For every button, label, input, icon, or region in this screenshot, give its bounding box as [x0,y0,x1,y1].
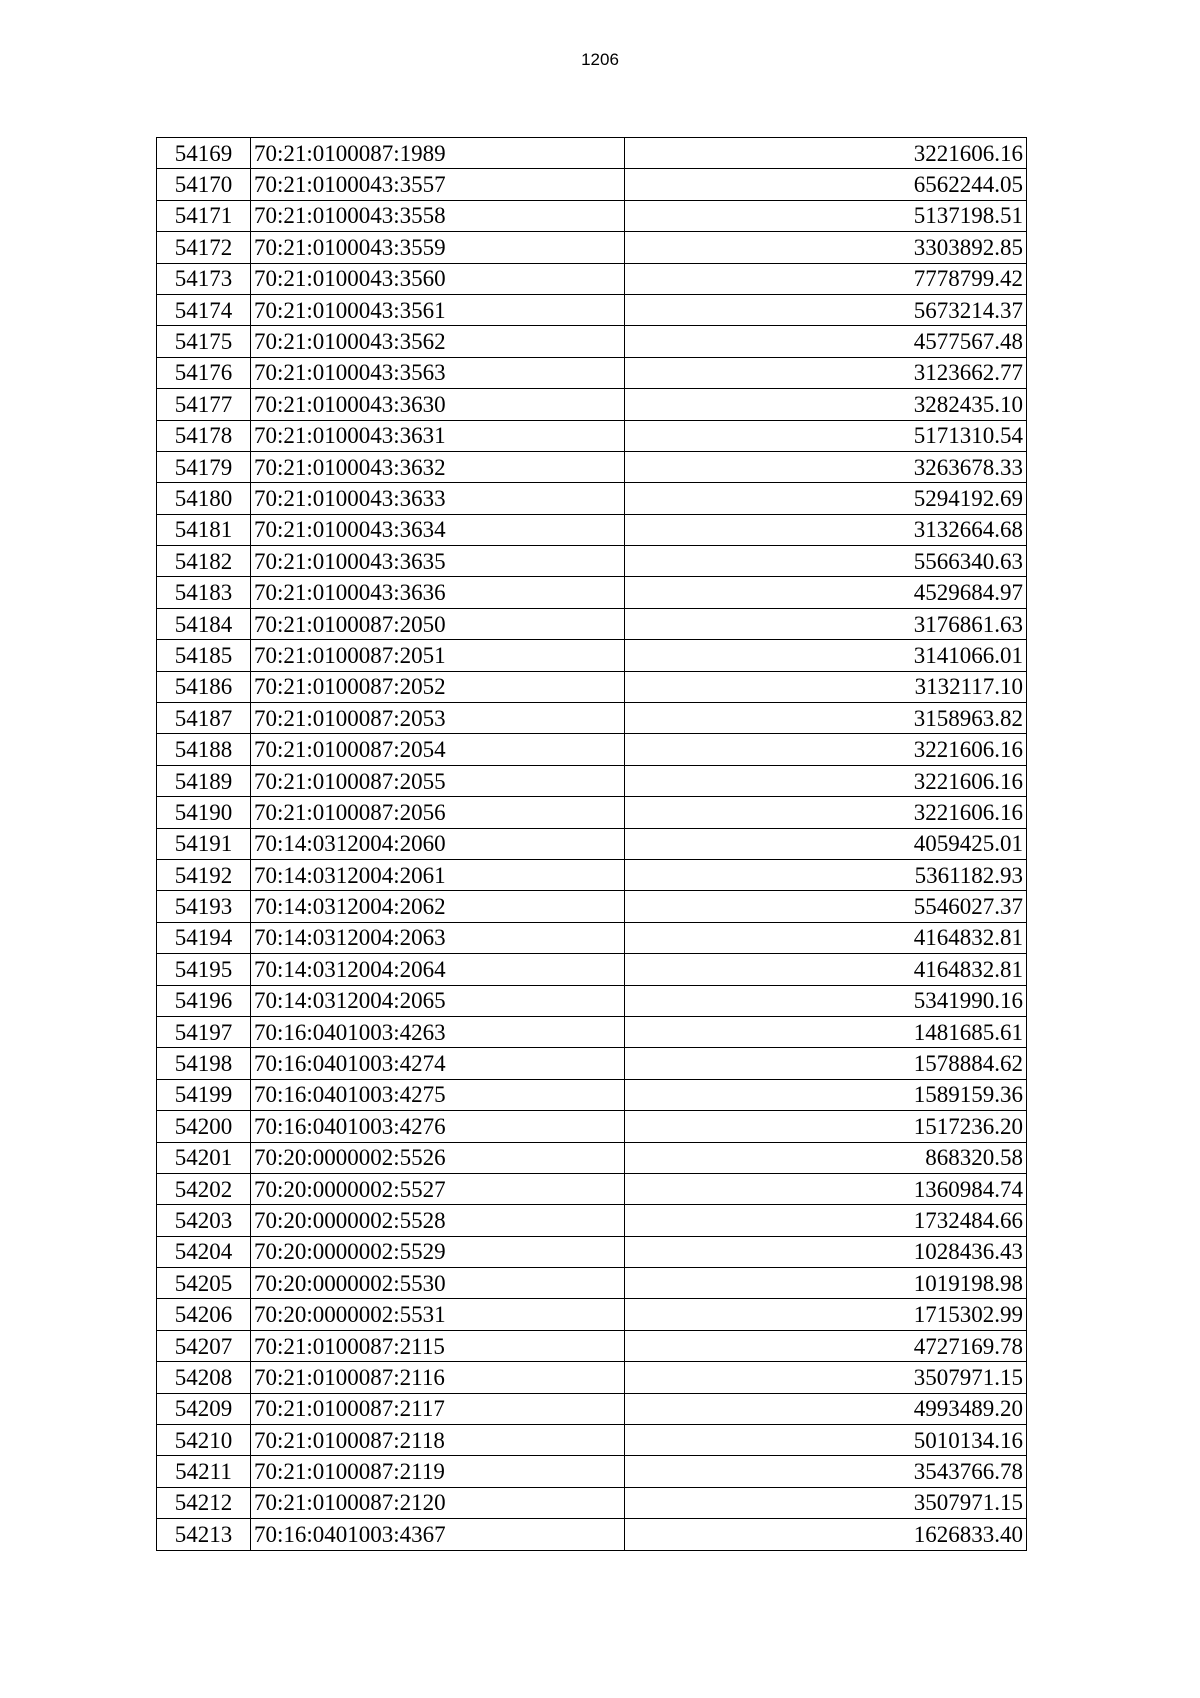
value-cell: 868320.58 [625,1142,1027,1173]
value-cell: 3507971.15 [625,1362,1027,1393]
value-cell: 1732484.66 [625,1205,1027,1236]
row-number-cell: 54208 [157,1362,251,1393]
cadastral-number-cell: 70:20:0000002:5527 [251,1173,625,1204]
page-number: 1206 [581,50,619,69]
value-cell: 1626833.40 [625,1519,1027,1550]
value-cell: 4164832.81 [625,922,1027,953]
value-cell: 1578884.62 [625,1048,1027,1079]
row-number-cell: 54198 [157,1048,251,1079]
row-number-cell: 54196 [157,985,251,1016]
table-row [157,389,1027,420]
cadastral-number-cell: 70:21:0100043:3636 [251,577,625,608]
cadastral-number-cell: 70:21:0100043:3630 [251,389,625,420]
table-row [157,640,1027,671]
row-number-cell: 54175 [157,326,251,357]
value-cell: 5294192.69 [625,483,1027,514]
row-number-cell: 54171 [157,200,251,231]
table-row [157,138,1027,169]
value-cell: 1715302.99 [625,1299,1027,1330]
row-number-cell: 54195 [157,954,251,985]
value-cell: 1589159.36 [625,1079,1027,1110]
table-row [157,797,1027,828]
cadastral-number-cell: 70:14:0312004:2062 [251,891,625,922]
cadastral-number-cell: 70:16:0401003:4274 [251,1048,625,1079]
table-row [157,1173,1027,1204]
cadastral-number-cell: 70:21:0100043:3634 [251,514,625,545]
table-body [157,138,1027,1551]
table-row [157,1111,1027,1142]
cadastral-number-cell: 70:16:0401003:4367 [251,1519,625,1550]
table-row [157,263,1027,294]
cadastral-number-cell: 70:21:0100087:2051 [251,640,625,671]
row-number-cell: 54176 [157,357,251,388]
row-number-cell: 54177 [157,389,251,420]
row-number-cell: 54213 [157,1519,251,1550]
cadastral-number-cell: 70:16:0401003:4263 [251,1016,625,1047]
table-row [157,514,1027,545]
value-cell: 5171310.54 [625,420,1027,451]
table-row [157,326,1027,357]
value-cell: 5137198.51 [625,200,1027,231]
cadastral-number-cell: 70:20:0000002:5528 [251,1205,625,1236]
value-cell: 3176861.63 [625,608,1027,639]
table-row [157,1236,1027,1267]
cadastral-number-cell: 70:21:0100087:2055 [251,765,625,796]
cadastral-number-cell: 70:21:0100087:1989 [251,138,625,169]
cadastral-number-cell: 70:21:0100043:3562 [251,326,625,357]
row-number-cell: 54180 [157,483,251,514]
cadastral-number-cell: 70:16:0401003:4275 [251,1079,625,1110]
row-number-cell: 54183 [157,577,251,608]
table-row [157,483,1027,514]
cadastral-number-cell: 70:14:0312004:2064 [251,954,625,985]
cadastral-number-cell: 70:20:0000002:5530 [251,1268,625,1299]
table-row [157,734,1027,765]
value-cell: 7778799.42 [625,263,1027,294]
table-row [157,1299,1027,1330]
row-number-cell: 54193 [157,891,251,922]
table-row [157,420,1027,451]
row-number-cell: 54209 [157,1393,251,1424]
value-cell: 3123662.77 [625,357,1027,388]
value-cell: 3263678.33 [625,451,1027,482]
table-row [157,1048,1027,1079]
value-cell: 5566340.63 [625,546,1027,577]
row-number-cell: 54194 [157,922,251,953]
table-row [157,1393,1027,1424]
table-row [157,169,1027,200]
table-row [157,1330,1027,1361]
row-number-cell: 54207 [157,1330,251,1361]
row-number-cell: 54173 [157,263,251,294]
row-number-cell: 54191 [157,828,251,859]
value-cell: 3158963.82 [625,703,1027,734]
cadastral-number-cell: 70:20:0000002:5526 [251,1142,625,1173]
row-number-cell: 54204 [157,1236,251,1267]
table-row [157,1425,1027,1456]
cadastral-number-cell: 70:14:0312004:2063 [251,922,625,953]
cadastral-number-cell: 70:21:0100087:2054 [251,734,625,765]
value-cell: 3507971.15 [625,1487,1027,1518]
row-number-cell: 54187 [157,703,251,734]
value-cell: 1028436.43 [625,1236,1027,1267]
cadastral-number-cell: 70:20:0000002:5531 [251,1299,625,1330]
table-row [157,1268,1027,1299]
row-number-cell: 54179 [157,451,251,482]
table-row [157,859,1027,890]
cadastral-number-cell: 70:21:0100087:2052 [251,671,625,702]
table-row [157,294,1027,325]
cadastral-number-cell: 70:14:0312004:2065 [251,985,625,1016]
cadastral-number-cell: 70:21:0100043:3563 [251,357,625,388]
value-cell: 3132664.68 [625,514,1027,545]
row-number-cell: 54188 [157,734,251,765]
table-row [157,1487,1027,1518]
table-row [157,891,1027,922]
row-number-cell: 54190 [157,797,251,828]
table-row [157,200,1027,231]
table-row [157,232,1027,263]
cadastral-number-cell: 70:21:0100043:3557 [251,169,625,200]
value-cell: 4577567.48 [625,326,1027,357]
table-row [157,1519,1027,1550]
table-row [157,703,1027,734]
value-cell: 5341990.16 [625,985,1027,1016]
cadastral-number-cell: 70:21:0100043:3635 [251,546,625,577]
cadastral-number-cell: 70:20:0000002:5529 [251,1236,625,1267]
cadastral-number-cell: 70:14:0312004:2061 [251,859,625,890]
row-number-cell: 54197 [157,1016,251,1047]
cadastral-number-cell: 70:21:0100087:2115 [251,1330,625,1361]
cadastral-number-cell: 70:21:0100043:3559 [251,232,625,263]
table-row [157,671,1027,702]
cadastral-number-cell: 70:21:0100043:3560 [251,263,625,294]
value-cell: 5546027.37 [625,891,1027,922]
row-number-cell: 54199 [157,1079,251,1110]
cadastral-number-cell: 70:14:0312004:2060 [251,828,625,859]
value-cell: 3221606.16 [625,765,1027,796]
value-cell: 3221606.16 [625,734,1027,765]
table-row [157,357,1027,388]
cadastral-number-cell: 70:21:0100087:2050 [251,608,625,639]
value-cell: 4993489.20 [625,1393,1027,1424]
table-row [157,1142,1027,1173]
value-cell: 4727169.78 [625,1330,1027,1361]
cadastral-number-cell: 70:21:0100087:2117 [251,1393,625,1424]
value-cell: 5010134.16 [625,1425,1027,1456]
cadastral-number-cell: 70:21:0100043:3631 [251,420,625,451]
row-number-cell: 54210 [157,1425,251,1456]
row-number-cell: 54212 [157,1487,251,1518]
table-row [157,765,1027,796]
row-number-cell: 54201 [157,1142,251,1173]
row-number-cell: 54192 [157,859,251,890]
value-cell: 3282435.10 [625,389,1027,420]
value-cell: 4529684.97 [625,577,1027,608]
row-number-cell: 54185 [157,640,251,671]
table-row [157,1205,1027,1236]
value-cell: 3141066.01 [625,640,1027,671]
row-number-cell: 54189 [157,765,251,796]
table-row [157,1362,1027,1393]
row-number-cell: 54206 [157,1299,251,1330]
value-cell: 4059425.01 [625,828,1027,859]
cadastral-number-cell: 70:21:0100043:3561 [251,294,625,325]
value-cell: 3543766.78 [625,1456,1027,1487]
value-cell: 4164832.81 [625,954,1027,985]
value-cell: 6562244.05 [625,169,1027,200]
cadastral-number-cell: 70:21:0100087:2053 [251,703,625,734]
table-row [157,577,1027,608]
cadastral-number-cell: 70:21:0100043:3633 [251,483,625,514]
table-row [157,1079,1027,1110]
cadastral-number-cell: 70:21:0100087:2120 [251,1487,625,1518]
table-row [157,608,1027,639]
value-cell: 3303892.85 [625,232,1027,263]
table-row [157,954,1027,985]
cadastral-number-cell: 70:21:0100087:2116 [251,1362,625,1393]
table-row [157,546,1027,577]
cadastral-number-cell: 70:21:0100087:2119 [251,1456,625,1487]
cadastral-number-cell: 70:21:0100043:3558 [251,200,625,231]
row-number-cell: 54200 [157,1111,251,1142]
row-number-cell: 54170 [157,169,251,200]
row-number-cell: 54181 [157,514,251,545]
value-cell: 5361182.93 [625,859,1027,890]
row-number-cell: 54182 [157,546,251,577]
table-row [157,985,1027,1016]
cadastral-number-cell: 70:21:0100087:2118 [251,1425,625,1456]
value-cell: 1481685.61 [625,1016,1027,1047]
row-number-cell: 54184 [157,608,251,639]
row-number-cell: 54202 [157,1173,251,1204]
row-number-cell: 54169 [157,138,251,169]
table-row [157,1016,1027,1047]
value-cell: 1360984.74 [625,1173,1027,1204]
value-cell: 3221606.16 [625,797,1027,828]
table-row [157,828,1027,859]
row-number-cell: 54174 [157,294,251,325]
cadastral-number-cell: 70:16:0401003:4276 [251,1111,625,1142]
row-number-cell: 54178 [157,420,251,451]
value-cell: 1019198.98 [625,1268,1027,1299]
row-number-cell: 54203 [157,1205,251,1236]
cadastral-number-cell: 70:21:0100087:2056 [251,797,625,828]
data-table [156,137,1027,1551]
table-row [157,922,1027,953]
row-number-cell: 54172 [157,232,251,263]
cadastral-number-cell: 70:21:0100043:3632 [251,451,625,482]
value-cell: 5673214.37 [625,294,1027,325]
value-cell: 3221606.16 [625,138,1027,169]
table-row [157,1456,1027,1487]
row-number-cell: 54186 [157,671,251,702]
value-cell: 3132117.10 [625,671,1027,702]
value-cell: 1517236.20 [625,1111,1027,1142]
row-number-cell: 54205 [157,1268,251,1299]
row-number-cell: 54211 [157,1456,251,1487]
table-row [157,451,1027,482]
